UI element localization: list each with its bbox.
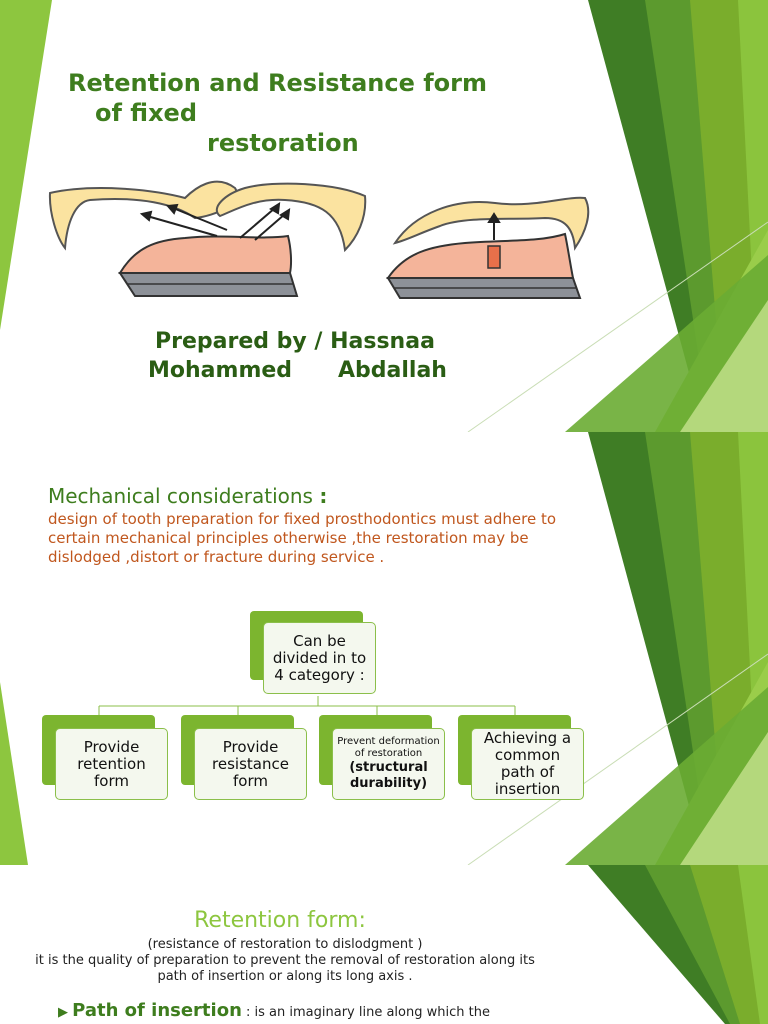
bullet-arrow-icon: ▶	[58, 1005, 68, 1020]
slide-3	[0, 865, 768, 1024]
retention-line-3: path of insertion or along its long axis .	[157, 969, 413, 984]
node-structural-durability	[332, 728, 445, 800]
root-node-label: Can be divided in to 4 category :	[272, 631, 367, 684]
node-retention	[55, 728, 168, 800]
retention-line-1: (resistance of restoration to dislodgment )	[147, 937, 423, 952]
author-last-name: Abdallah	[338, 358, 447, 383]
author-line-1: Prepared by / Hassnaa	[155, 329, 435, 354]
path-of-insertion-term: Path of insertion	[72, 1000, 242, 1021]
org-chart-connectors	[0, 432, 768, 865]
root-node	[263, 622, 376, 694]
mechanical-heading: Mechanical considerations :	[48, 484, 328, 508]
title-line-1: Retention and Resistance form	[68, 69, 487, 97]
path-of-insertion-text: : is an imaginary line along which the	[241, 1005, 490, 1020]
node-path-label: Achieving a common path of insertion	[483, 729, 572, 798]
slide-1	[0, 0, 768, 432]
tooth-preparation-illustration	[45, 168, 595, 303]
node-resistance	[194, 728, 307, 800]
node-structural-small-label: Prevent deformation of restoration	[337, 736, 440, 759]
mechanical-body: design of tooth preparation for fixed prosthodontics must adhere to certain mechanical principles otherwise ,the restoration may be dislodged ,distort or fracture during service .	[48, 510, 557, 566]
node-resistance-label: Provide resistance form	[212, 737, 289, 790]
heading-colon: :	[319, 484, 328, 508]
slide-2	[0, 432, 768, 865]
title-line-2: of fixed	[95, 99, 198, 127]
retention-heading: Retention form:	[194, 908, 366, 933]
node-path-of-insertion	[471, 728, 584, 800]
author-first-name: Mohammed	[148, 358, 293, 383]
node-retention-label: Provide retention form	[77, 737, 146, 790]
retention-line-2: it is the quality of preparation to prevent the removal of restoration along its	[35, 953, 535, 968]
title-line-3: restoration	[207, 129, 359, 157]
path-of-insertion-bullet	[58, 1000, 490, 1021]
node-structural-bold-label: (structural durability)	[349, 760, 428, 791]
